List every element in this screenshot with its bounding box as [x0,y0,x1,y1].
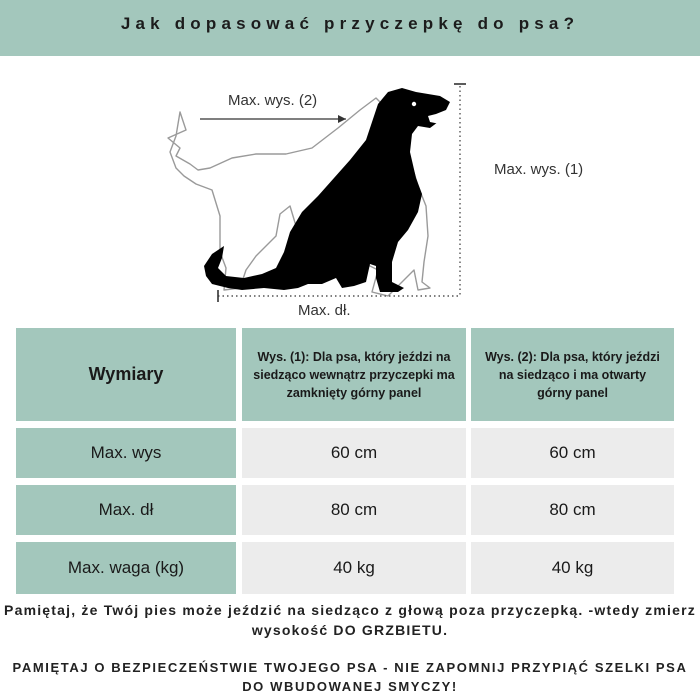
row-max-length-col2: 80 cm [471,485,674,535]
page-title: Jak dopasować przyczepkę do psa? [120,14,580,33]
label-max-length: Max. dł. [298,302,351,319]
dog-eye [412,102,416,106]
dog-diagram-svg [0,56,700,326]
note-head-outside: Pamiętaj, że Twój pies może jeździć na siedząco z głową poza przyczepką. -wtedy zmierz wysokość DO GRZBIETU. [4,602,696,638]
row-max-height-col1: 60 cm [242,428,466,478]
dimensions-table [16,328,674,594]
row-label-max-weight: Max. waga (kg) [16,542,236,594]
label-max-height-2: Max. wys. (2) [228,92,318,109]
row-max-height-col2: 60 cm [471,428,674,478]
row-label-max-height: Max. wys [16,428,236,478]
header-height-2: Wys. (2): Dla psa, który jeździ na siedząco i ma otwarty górny panel [471,328,674,421]
header-height-1: Wys. (1): Dla psa, który jeździ na siedząco wewnątrz przyczepki ma zamknięty górny panel [242,328,466,421]
label-max-height-1: Max. wys. (1) [494,161,584,178]
row-label-max-length: Max. dł [16,485,236,535]
dog-measurement-diagram [0,56,700,326]
note-safety-leash: PAMIĘTAJ O BEZPIECZEŃSTWIE TWOJEGO PSA - NIE ZAPOMNIJ PRZYPIĄĆ SZELKI PSA DO WBUDOWANEJ SMYCZY! [12,660,688,694]
header-banner [0,0,700,56]
row-max-weight-col1: 40 kg [242,542,466,594]
row-max-weight-col2: 40 kg [471,542,674,594]
header-dimensions: Wymiary [16,328,236,421]
row-max-length-col1: 80 cm [242,485,466,535]
